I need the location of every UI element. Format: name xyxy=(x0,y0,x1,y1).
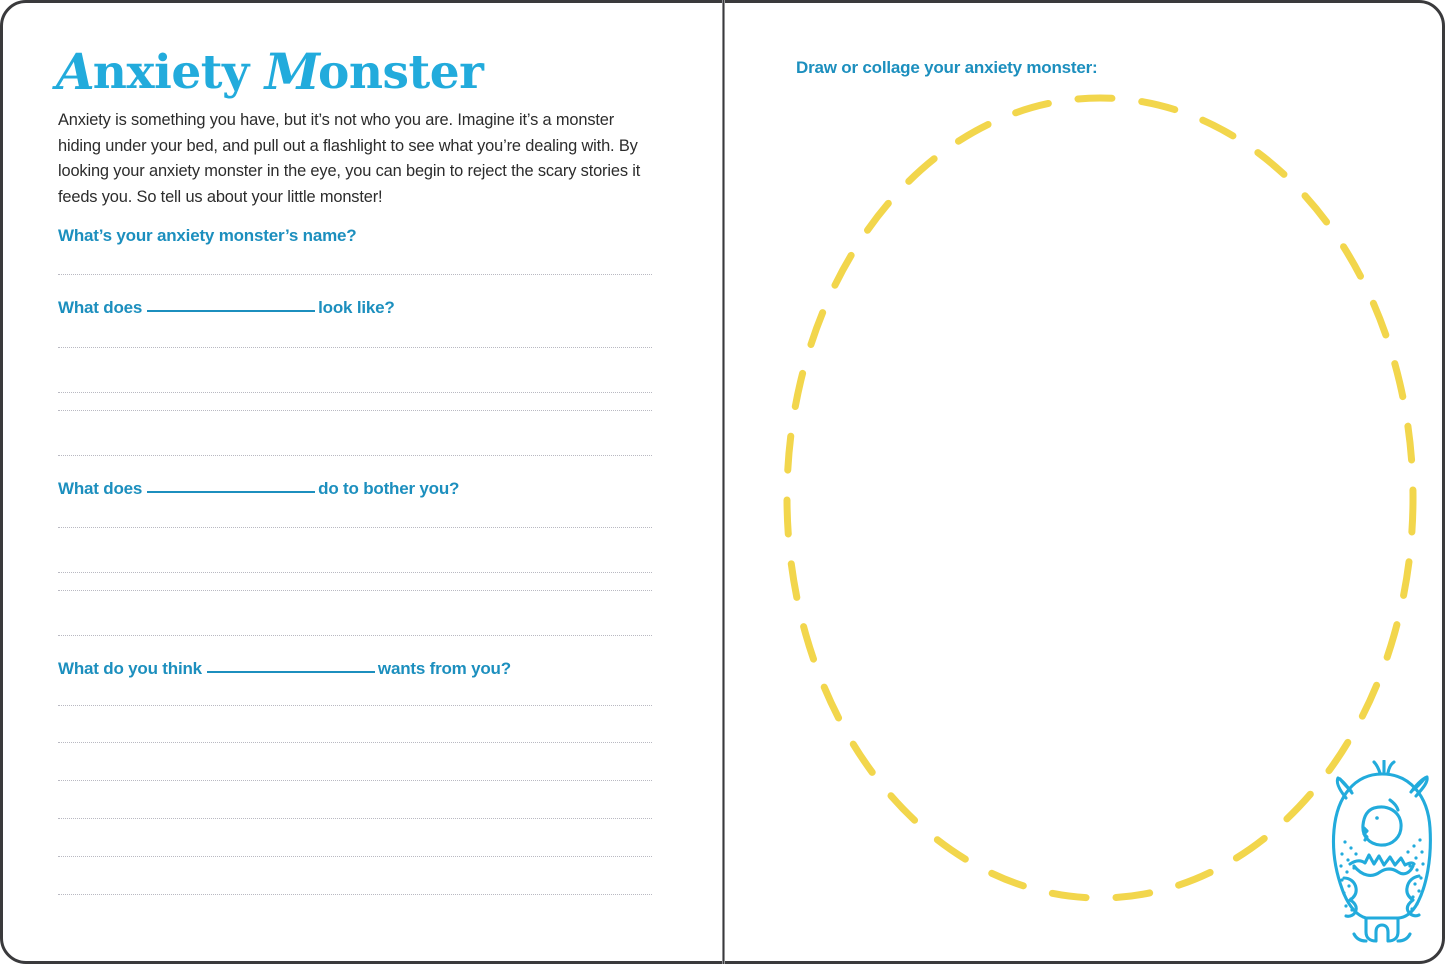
left-page xyxy=(0,0,722,964)
answer-line[interactable] xyxy=(58,410,652,411)
blank-fill-line[interactable] xyxy=(147,477,315,493)
question-monster-name xyxy=(58,226,356,246)
answer-line[interactable] xyxy=(58,527,652,528)
blank-fill-line[interactable] xyxy=(207,657,375,673)
draw-prompt-label: Draw or collage your anxiety monster: xyxy=(796,58,1098,77)
answer-line[interactable] xyxy=(58,780,652,781)
question-monster-looks-like xyxy=(58,296,395,318)
answer-line[interactable] xyxy=(58,742,652,743)
intro-paragraph: Anxiety is something you have, but it’s not who you are. Imagine it’s a monster hiding under your bed, and pull out a flashlight to see what you’re dealing with. By looking your anxiety monster in the eye, you can begin to reject the scary stories it feeds you. So tell us about your little monster! xyxy=(58,111,641,206)
question-prefix: What do you think xyxy=(58,659,202,678)
question-suffix: do to bother you? xyxy=(318,479,460,498)
question-prefix: What does xyxy=(58,479,143,498)
page-title xyxy=(56,42,484,101)
page-title-swash-a: A xyxy=(56,42,93,101)
answer-line[interactable] xyxy=(58,635,652,636)
answer-line[interactable] xyxy=(58,572,652,573)
question-monster-wants-from-you xyxy=(58,657,511,679)
answer-line[interactable] xyxy=(58,347,652,348)
answer-line[interactable] xyxy=(58,705,652,706)
blank-fill-line[interactable] xyxy=(147,296,315,312)
answer-line[interactable] xyxy=(58,392,652,393)
answer-line[interactable] xyxy=(58,455,652,456)
right-page xyxy=(725,0,1445,964)
page-title-word-two: onster xyxy=(318,45,484,100)
question-suffix: wants from you? xyxy=(377,659,511,678)
question-monster-bothers-you xyxy=(58,477,459,499)
page-title-word-one: nxiety xyxy=(92,45,249,100)
question-monster-name-text: What’s your anxiety monster’s name? xyxy=(58,226,357,245)
answer-line[interactable] xyxy=(58,274,652,275)
page-title-swash-m: M xyxy=(264,42,319,101)
answer-line[interactable] xyxy=(58,818,652,819)
question-prefix: What does xyxy=(58,298,143,317)
answer-line[interactable] xyxy=(58,856,652,857)
answer-line[interactable] xyxy=(58,590,652,591)
answer-line[interactable] xyxy=(58,894,652,895)
monster-doodle-icon xyxy=(1320,760,1445,950)
question-suffix: look like? xyxy=(318,298,395,317)
anxiety-monster-illustration xyxy=(1320,760,1445,950)
